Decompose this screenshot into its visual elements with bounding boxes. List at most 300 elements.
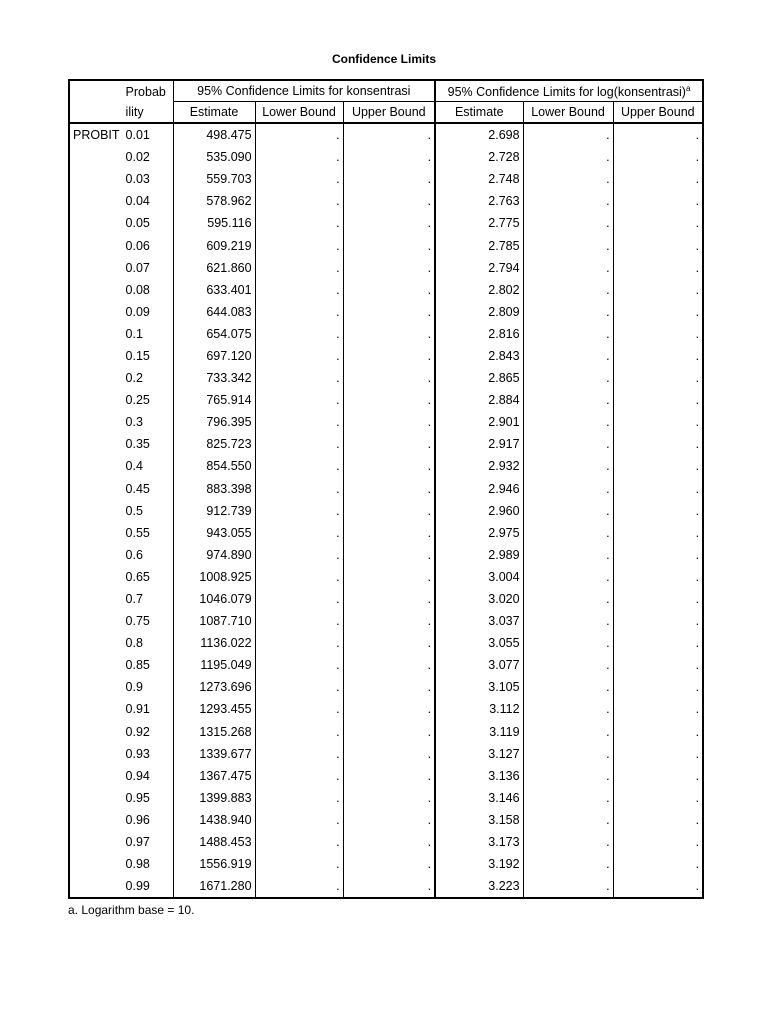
cell-probability: 0.6 (125, 547, 143, 562)
table-row (69, 831, 703, 853)
cell-probability: 0.55 (125, 525, 150, 540)
cell-log-upper-bound: . (613, 389, 703, 411)
cell-estimate: 912.739 (173, 500, 255, 522)
cell-lower-bound: . (255, 831, 343, 853)
cell-model (69, 257, 123, 279)
cell-model (69, 743, 123, 765)
cell-estimate: 1273.696 (173, 676, 255, 698)
cell-log-upper-bound: . (613, 279, 703, 301)
cell-log-lower-bound: . (523, 544, 613, 566)
table-row (69, 279, 703, 301)
cell-probability: 0.7 (125, 592, 143, 607)
cell-lower-bound: . (255, 743, 343, 765)
cell-log-upper-bound: . (613, 544, 703, 566)
cell-lower-bound: . (255, 875, 343, 898)
cell-lower-bound: . (255, 765, 343, 787)
cell-lower-bound: . (255, 257, 343, 279)
cell-log-lower-bound: . (523, 478, 613, 500)
cell-log-upper-bound: . (613, 212, 703, 234)
cell-model (69, 588, 123, 610)
cell-lower-bound: . (255, 367, 343, 389)
cell-log-upper-bound: . (613, 301, 703, 323)
cell-probability: 0.85 (125, 658, 150, 673)
cell-model (69, 610, 123, 632)
cell-log-lower-bound: . (523, 301, 613, 323)
cell-log-estimate: 3.112 (435, 698, 523, 720)
cell-probability: 0.35 (125, 437, 150, 452)
cell-log-lower-bound: . (523, 190, 613, 212)
cell-log-estimate: 3.119 (435, 721, 523, 743)
cell-probability: 0.3 (125, 415, 143, 430)
cell-upper-bound: . (343, 809, 435, 831)
cell-lower-bound: . (255, 301, 343, 323)
table-row (69, 301, 703, 323)
table-row (69, 234, 703, 256)
cell-log-estimate: 2.901 (435, 411, 523, 433)
cell-upper-bound: . (343, 367, 435, 389)
cell-upper-bound: . (343, 588, 435, 610)
cell-lower-bound: . (255, 123, 343, 146)
cell-model (69, 853, 123, 875)
cell-upper-bound: . (343, 146, 435, 168)
cell-log-lower-bound: . (523, 875, 613, 898)
cell-upper-bound: . (343, 301, 435, 323)
cell-estimate: 1438.940 (173, 809, 255, 831)
cell-log-lower-bound: . (523, 389, 613, 411)
footnote: a. Logarithm base = 10. (68, 903, 195, 917)
cell-lower-bound: . (255, 500, 343, 522)
cell-upper-bound: . (343, 500, 435, 522)
cell-log-upper-bound: . (613, 367, 703, 389)
table-row (69, 411, 703, 433)
cell-log-upper-bound: . (613, 168, 703, 190)
cell-upper-bound: . (343, 632, 435, 654)
cell-log-estimate: 2.843 (435, 345, 523, 367)
cell-log-estimate: 2.775 (435, 212, 523, 234)
table-row (69, 875, 703, 898)
table-row (69, 632, 703, 654)
cell-lower-bound: . (255, 566, 343, 588)
cell-lower-bound: . (255, 345, 343, 367)
cell-upper-bound: . (343, 566, 435, 588)
cell-upper-bound: . (343, 610, 435, 632)
cell-lower-bound: . (255, 809, 343, 831)
header-model-corner (69, 80, 123, 123)
table-row (69, 610, 703, 632)
cell-upper-bound: . (343, 212, 435, 234)
table-row (69, 190, 703, 212)
cell-lower-bound: . (255, 721, 343, 743)
cell-log-estimate: 2.794 (435, 257, 523, 279)
cell-log-lower-bound: . (523, 588, 613, 610)
cell-estimate: 854.550 (173, 455, 255, 477)
cell-lower-bound: . (255, 433, 343, 455)
cell-upper-bound: . (343, 831, 435, 853)
cell-log-estimate: 3.146 (435, 787, 523, 809)
cell-estimate: 1008.925 (173, 566, 255, 588)
table-row (69, 455, 703, 477)
cell-model (69, 809, 123, 831)
cell-log-upper-bound: . (613, 433, 703, 455)
cell-probability: 0.1 (125, 326, 143, 341)
cell-upper-bound: . (343, 522, 435, 544)
cell-upper-bound: . (343, 478, 435, 500)
cell-probability: 0.95 (125, 790, 150, 805)
cell-model (69, 212, 123, 234)
cell-upper-bound: . (343, 168, 435, 190)
cell-model (69, 455, 123, 477)
cell-upper-bound: . (343, 875, 435, 898)
cell-model (69, 500, 123, 522)
table-row (69, 676, 703, 698)
cell-model (69, 566, 123, 588)
cell-upper-bound: . (343, 279, 435, 301)
cell-upper-bound: . (343, 676, 435, 698)
cell-upper-bound: . (343, 389, 435, 411)
table-row (69, 721, 703, 743)
cell-log-lower-bound: . (523, 765, 613, 787)
cell-upper-bound: . (343, 698, 435, 720)
cell-log-lower-bound: . (523, 234, 613, 256)
cell-log-upper-bound: . (613, 190, 703, 212)
cell-model (69, 301, 123, 323)
cell-estimate: 1367.475 (173, 765, 255, 787)
cell-probability: 0.4 (125, 459, 143, 474)
cell-lower-bound: . (255, 279, 343, 301)
table-row (69, 146, 703, 168)
cell-log-lower-bound: . (523, 566, 613, 588)
cell-log-estimate: 3.105 (435, 676, 523, 698)
cell-log-estimate: 2.960 (435, 500, 523, 522)
cell-log-upper-bound: . (613, 875, 703, 898)
cell-log-estimate: 3.127 (435, 743, 523, 765)
cell-estimate: 974.890 (173, 544, 255, 566)
cell-log-estimate: 2.884 (435, 389, 523, 411)
cell-log-lower-bound: . (523, 522, 613, 544)
cell-log-upper-bound: . (613, 698, 703, 720)
cell-estimate: 1315.268 (173, 721, 255, 743)
header-group-konsentrasi: 95% Confidence Limits for konsentrasi (173, 80, 435, 102)
cell-upper-bound: . (343, 234, 435, 256)
cell-log-lower-bound: . (523, 853, 613, 875)
cell-log-estimate: 3.037 (435, 610, 523, 632)
cell-probability: 0.2 (125, 371, 143, 386)
cell-lower-bound: . (255, 323, 343, 345)
cell-estimate: 825.723 (173, 433, 255, 455)
cell-log-estimate: 2.946 (435, 478, 523, 500)
cell-lower-bound: . (255, 544, 343, 566)
confidence-limits-table (68, 79, 704, 899)
cell-estimate: 765.914 (173, 389, 255, 411)
cell-model (69, 190, 123, 212)
cell-probability: 0.45 (125, 481, 150, 496)
cell-log-estimate: 3.136 (435, 765, 523, 787)
cell-probability: 0.02 (125, 150, 150, 165)
page-title: Confidence Limits (331, 52, 436, 66)
cell-estimate: 621.860 (173, 257, 255, 279)
cell-upper-bound: . (343, 765, 435, 787)
cell-log-estimate: 2.748 (435, 168, 523, 190)
cell-lower-bound: . (255, 676, 343, 698)
cell-estimate: 1399.883 (173, 787, 255, 809)
cell-lower-bound: . (255, 610, 343, 632)
cell-probability: 0.01 (125, 128, 150, 143)
cell-probability: 0.92 (125, 724, 150, 739)
cell-estimate: 1046.079 (173, 588, 255, 610)
header-log-estimate: Estimate (435, 102, 523, 124)
cell-lower-bound: . (255, 632, 343, 654)
cell-model (69, 875, 123, 898)
header-lower-bound: Lower Bound (255, 102, 343, 124)
cell-model (69, 676, 123, 698)
cell-log-lower-bound: . (523, 743, 613, 765)
cell-probability: 0.08 (125, 282, 150, 297)
cell-estimate: 644.083 (173, 301, 255, 323)
cell-log-lower-bound: . (523, 323, 613, 345)
cell-model (69, 411, 123, 433)
cell-upper-bound: . (343, 455, 435, 477)
cell-upper-bound: . (343, 721, 435, 743)
table-row (69, 588, 703, 610)
cell-estimate: 1195.049 (173, 654, 255, 676)
cell-log-lower-bound: . (523, 146, 613, 168)
cell-log-upper-bound: . (613, 632, 703, 654)
cell-lower-bound: . (255, 411, 343, 433)
cell-lower-bound: . (255, 787, 343, 809)
cell-log-lower-bound: . (523, 433, 613, 455)
table-row (69, 522, 703, 544)
table-row (69, 367, 703, 389)
cell-log-upper-bound: . (613, 654, 703, 676)
cell-probability: 0.5 (125, 503, 143, 518)
cell-upper-bound: . (343, 345, 435, 367)
cell-log-upper-bound: . (613, 721, 703, 743)
cell-log-lower-bound: . (523, 721, 613, 743)
cell-model (69, 146, 123, 168)
cell-model (69, 478, 123, 500)
cell-log-lower-bound: . (523, 632, 613, 654)
cell-log-lower-bound: . (523, 345, 613, 367)
cell-model (69, 234, 123, 256)
cell-probability: 0.9 (125, 680, 143, 695)
cell-model (69, 544, 123, 566)
cell-probability: 0.91 (125, 702, 150, 717)
cell-log-estimate: 3.055 (435, 632, 523, 654)
cell-model (69, 787, 123, 809)
table-row (69, 500, 703, 522)
cell-log-upper-bound: . (613, 323, 703, 345)
cell-log-upper-bound: . (613, 123, 703, 146)
cell-probability: 0.98 (125, 857, 150, 872)
cell-estimate: 559.703 (173, 168, 255, 190)
cell-probability: 0.75 (125, 614, 150, 629)
cell-estimate: 883.398 (173, 478, 255, 500)
cell-probability: 0.25 (125, 393, 150, 408)
cell-estimate: 1339.677 (173, 743, 255, 765)
table-row (69, 809, 703, 831)
cell-model (69, 367, 123, 389)
cell-log-estimate: 3.077 (435, 654, 523, 676)
cell-probability: 0.94 (125, 768, 150, 783)
cell-log-upper-bound: . (613, 831, 703, 853)
cell-log-lower-bound: . (523, 367, 613, 389)
cell-log-lower-bound: . (523, 787, 613, 809)
cell-model (69, 345, 123, 367)
cell-log-lower-bound: . (523, 676, 613, 698)
cell-lower-bound: . (255, 212, 343, 234)
cell-probability: 0.07 (125, 260, 150, 275)
cell-log-estimate: 3.223 (435, 875, 523, 898)
cell-log-lower-bound: . (523, 698, 613, 720)
cell-upper-bound: . (343, 257, 435, 279)
cell-log-lower-bound: . (523, 212, 613, 234)
cell-log-upper-bound: . (613, 478, 703, 500)
header-group-log-konsentrasi (435, 80, 703, 102)
cell-model: PROBIT (73, 128, 120, 143)
cell-log-upper-bound: . (613, 566, 703, 588)
cell-log-lower-bound: . (523, 809, 613, 831)
table-row (69, 853, 703, 875)
cell-log-lower-bound: . (523, 257, 613, 279)
cell-log-lower-bound: . (523, 123, 613, 146)
cell-probability: 0.04 (125, 194, 150, 209)
cell-estimate: 796.395 (173, 411, 255, 433)
cell-upper-bound: . (343, 190, 435, 212)
cell-log-estimate: 2.975 (435, 522, 523, 544)
cell-upper-bound: . (343, 323, 435, 345)
cell-upper-bound: . (343, 433, 435, 455)
cell-log-upper-bound: . (613, 676, 703, 698)
table-row (69, 345, 703, 367)
cell-log-upper-bound: . (613, 610, 703, 632)
header-group-log-label: 95% Confidence Limits for log(konsentrasi) (447, 84, 686, 99)
cell-estimate: 633.401 (173, 279, 255, 301)
table-row (69, 478, 703, 500)
cell-log-lower-bound: . (523, 831, 613, 853)
cell-log-upper-bound: . (613, 853, 703, 875)
table-row (69, 257, 703, 279)
header-probability-label: Probab ility (125, 84, 166, 119)
cell-estimate: 697.120 (173, 345, 255, 367)
table-row (69, 544, 703, 566)
cell-log-estimate: 2.989 (435, 544, 523, 566)
cell-lower-bound: . (255, 478, 343, 500)
cell-probability: 0.06 (125, 238, 150, 253)
cell-log-upper-bound: . (613, 146, 703, 168)
cell-model (69, 765, 123, 787)
cell-log-upper-bound: . (613, 588, 703, 610)
cell-model (69, 632, 123, 654)
table-row (69, 765, 703, 787)
header-probability (123, 80, 174, 123)
table-row (69, 698, 703, 720)
cell-estimate: 1136.022 (173, 632, 255, 654)
cell-upper-bound: . (343, 853, 435, 875)
cell-log-estimate: 2.802 (435, 279, 523, 301)
table-row (69, 566, 703, 588)
cell-log-upper-bound: . (613, 345, 703, 367)
cell-log-lower-bound: . (523, 500, 613, 522)
cell-probability: 0.96 (125, 812, 150, 827)
cell-log-lower-bound: . (523, 455, 613, 477)
cell-probability: 0.99 (125, 879, 150, 894)
cell-lower-bound: . (255, 146, 343, 168)
header-row-groups (69, 80, 703, 102)
table-row (69, 123, 703, 146)
cell-log-estimate: 2.809 (435, 301, 523, 323)
cell-lower-bound: . (255, 455, 343, 477)
table-row (69, 212, 703, 234)
table-row (69, 168, 703, 190)
header-estimate: Estimate (173, 102, 255, 124)
cell-log-lower-bound: . (523, 654, 613, 676)
cell-log-lower-bound: . (523, 168, 613, 190)
cell-model (69, 279, 123, 301)
cell-model (69, 831, 123, 853)
header-upper-bound: Upper Bound (343, 102, 435, 124)
cell-estimate: 943.055 (173, 522, 255, 544)
cell-model (69, 698, 123, 720)
cell-log-estimate: 2.865 (435, 367, 523, 389)
cell-lower-bound: . (255, 698, 343, 720)
table-body (69, 123, 703, 898)
header-log-upper-bound: Upper Bound (613, 102, 703, 124)
cell-estimate: 1556.919 (173, 853, 255, 875)
cell-estimate: 654.075 (173, 323, 255, 345)
cell-log-estimate: 3.004 (435, 566, 523, 588)
cell-lower-bound: . (255, 190, 343, 212)
cell-lower-bound: . (255, 588, 343, 610)
cell-log-estimate: 2.698 (435, 123, 523, 146)
table-row (69, 389, 703, 411)
cell-log-estimate: 2.763 (435, 190, 523, 212)
cell-log-estimate: 2.917 (435, 433, 523, 455)
cell-log-estimate: 3.192 (435, 853, 523, 875)
header-log-lower-bound: Lower Bound (523, 102, 613, 124)
cell-estimate: 595.116 (173, 212, 255, 234)
cell-upper-bound: . (343, 787, 435, 809)
cell-log-upper-bound: . (613, 522, 703, 544)
cell-log-upper-bound: . (613, 411, 703, 433)
cell-log-estimate: 2.785 (435, 234, 523, 256)
table-row (69, 743, 703, 765)
cell-model (69, 721, 123, 743)
cell-log-upper-bound: . (613, 743, 703, 765)
cell-model (69, 389, 123, 411)
cell-upper-bound: . (343, 544, 435, 566)
cell-log-upper-bound: . (613, 765, 703, 787)
cell-log-estimate: 2.728 (435, 146, 523, 168)
cell-upper-bound: . (343, 654, 435, 676)
cell-estimate: 609.219 (173, 234, 255, 256)
cell-probability: 0.8 (125, 636, 143, 651)
cell-lower-bound: . (255, 168, 343, 190)
cell-estimate: 733.342 (173, 367, 255, 389)
cell-probability: 0.05 (125, 216, 150, 231)
cell-estimate: 498.475 (173, 123, 255, 146)
cell-probability: 0.65 (125, 569, 150, 584)
cell-lower-bound: . (255, 234, 343, 256)
cell-upper-bound: . (343, 411, 435, 433)
cell-estimate: 578.962 (173, 190, 255, 212)
table-row (69, 433, 703, 455)
cell-log-estimate: 2.932 (435, 455, 523, 477)
cell-estimate: 1488.453 (173, 831, 255, 853)
cell-estimate: 1293.455 (173, 698, 255, 720)
table-row (69, 787, 703, 809)
cell-log-estimate: 2.816 (435, 323, 523, 345)
cell-log-lower-bound: . (523, 411, 613, 433)
